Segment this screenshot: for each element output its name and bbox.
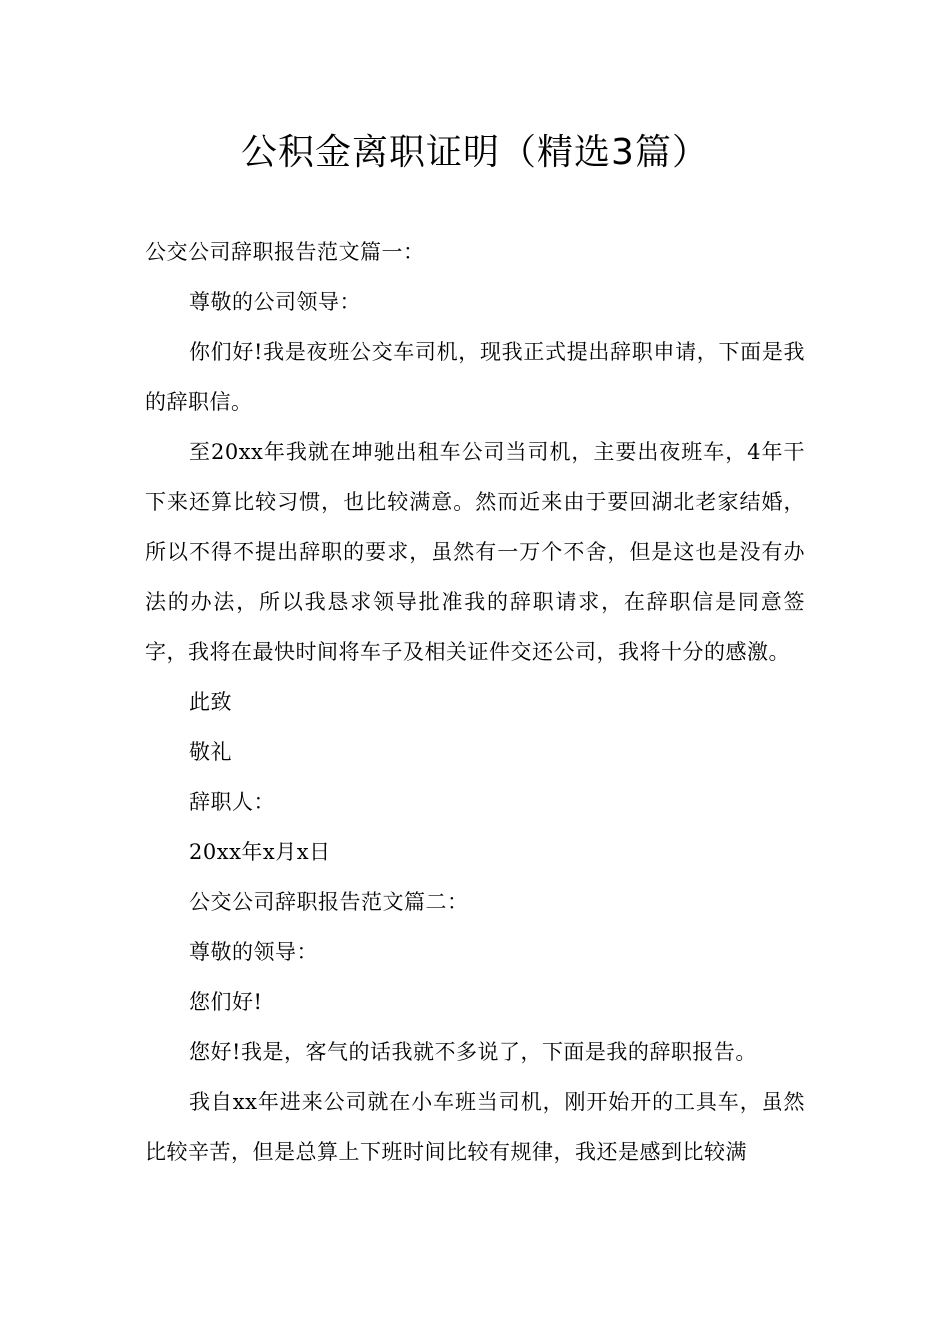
closing-2: 敬礼	[189, 740, 232, 764]
document-body	[145, 227, 805, 1177]
closing-1: 此致	[189, 690, 232, 714]
signature-label: 辞职人：	[189, 790, 275, 814]
paragraph-greeting-1: 你们好!我是夜班公交车司机，现我正式提出辞职申请，下面是我的辞职信。	[145, 340, 805, 414]
paragraph-body-1: 至20xx年我就在坤驰出租车公司当司机，主要出夜班车，4年干下来还算比较习惯，也比较满意。然而近来由于要回湖北老家结婚，所以不得不提出辞职的要求，虽然有一万个不舍，但是这也是没有办法的办法，所以我恳求领导批准我的辞职请求，在辞职信是同意签字，我将在最快时间将车子及相关证件交还公司，我将十分的感激。	[145, 440, 805, 664]
date-line: 20xx年x月x日	[189, 840, 331, 864]
paragraph-intro-2: 您好!我是，客气的话我就不多说了，下面是我的辞职报告。	[189, 1040, 757, 1064]
document-title: 公积金离职证明（精选3篇）	[241, 132, 709, 173]
section-heading-2: 公交公司辞职报告范文篇二：	[189, 890, 469, 914]
section-heading-1: 公交公司辞职报告范文篇一：	[145, 240, 425, 264]
greeting-2: 您们好!	[189, 990, 263, 1014]
paragraph-body-2: 我自xx年进来公司就在小车班当司机，刚开始开的工具车，虽然比较辛苦，但是总算上下班时间比较有规律，我还是感到比较满	[145, 1090, 805, 1164]
salutation-1: 尊敬的公司领导：	[189, 290, 361, 314]
salutation-2: 尊敬的领导：	[189, 940, 318, 964]
